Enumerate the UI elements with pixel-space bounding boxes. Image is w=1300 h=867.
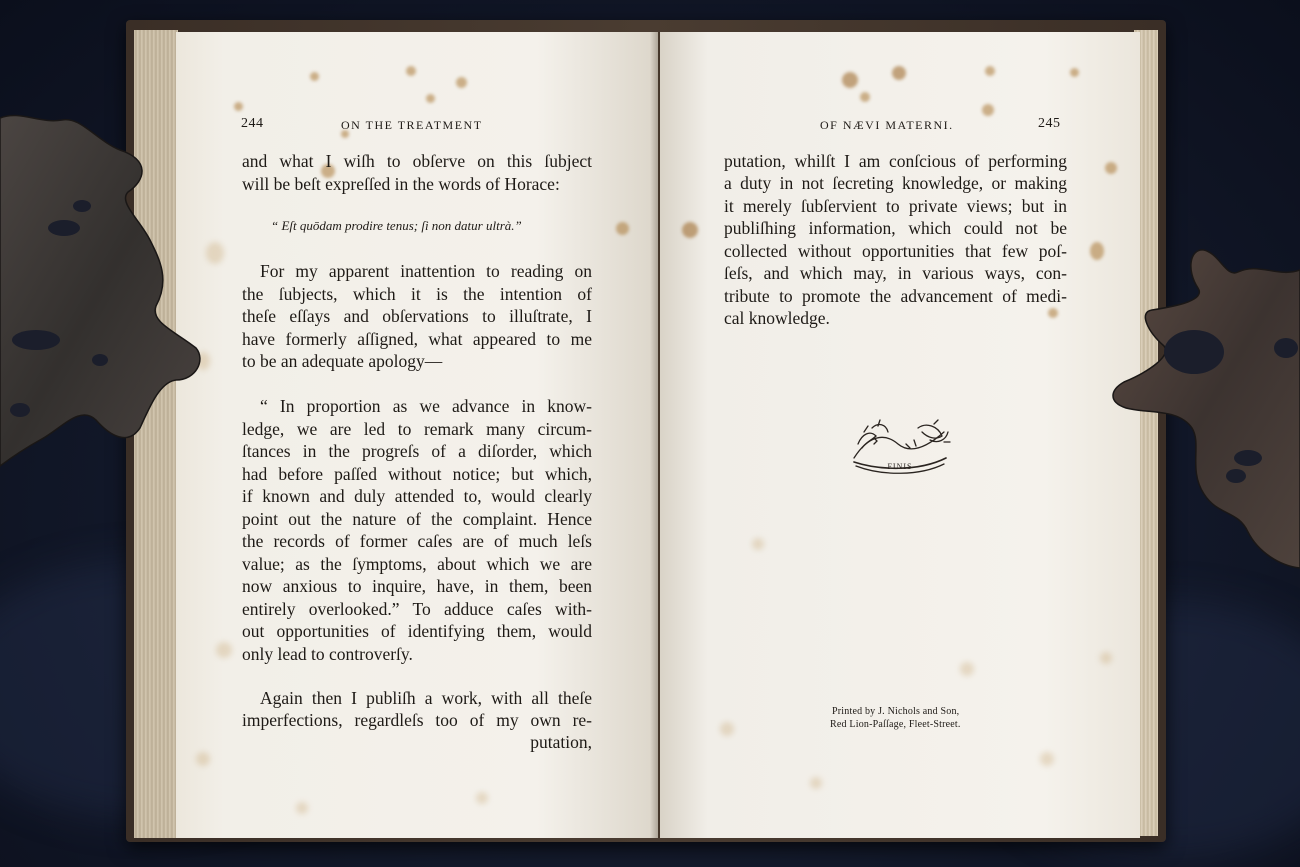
text-line: will be beſt expreſſed in the words of Horace: — [242, 174, 560, 194]
catchword: putation, — [530, 732, 592, 752]
foxing-spot — [982, 104, 994, 116]
foxing-spot — [682, 222, 698, 238]
text-line: value; as the ſymptoms, about which we are — [242, 554, 592, 574]
text-line: a duty in not ſecreting knowledge, or making — [724, 173, 1067, 193]
finis-ornament-icon — [848, 418, 954, 476]
text-line: ſtances in the progreſs of a diſorder, which — [242, 441, 592, 461]
finis-label: FINIS — [887, 462, 913, 471]
foxing-spot — [892, 66, 906, 80]
left-page — [176, 32, 658, 838]
latin-quote: “ Eſt quōdam prodire tenus; ſi non datur ultrà.” — [271, 218, 522, 233]
foxing-spot — [860, 92, 870, 102]
text-line: entirely overlooked.” To adduce caſes with- — [242, 599, 592, 619]
foxing-spot — [476, 792, 488, 804]
text-line: ſeſs, and which may, in various ways, con- — [724, 263, 1067, 283]
text-line: Again then I publiſh a work, with all theſe — [260, 688, 592, 708]
foxing-spot — [196, 752, 210, 766]
foxing-spot — [1040, 752, 1054, 766]
foxing-spot — [296, 802, 308, 814]
text-line: imperfections, regardleſs too of my own re- — [242, 710, 592, 730]
foxing-spot — [752, 538, 764, 550]
text-line: ledge, we are led to remark many circum- — [242, 419, 592, 439]
foxing-spot — [426, 94, 435, 103]
running-head: ON THE TREATMENT — [341, 118, 483, 132]
left-page-weight — [0, 110, 205, 470]
text-line: to be an adequate apology— — [242, 351, 443, 371]
text-line: tribute to promote the advancement of medi- — [724, 286, 1067, 306]
text-line: have formerly aſſigned, what appeared to me — [242, 329, 592, 349]
text-line: if known and duly attended to, would clearly — [242, 486, 592, 506]
foxing-spot — [616, 222, 629, 235]
text-line: and what I wiſh to obſerve on this ſubject — [242, 151, 592, 171]
foxing-spot — [216, 642, 232, 658]
running-head: OF NÆVI MATERNI. — [820, 118, 954, 132]
foxing-spot — [1100, 652, 1112, 664]
foxing-spot — [985, 66, 995, 76]
text-line: the ſubjects, which it is the intention of — [242, 284, 592, 304]
foxing-spot — [1090, 242, 1104, 260]
text-line: theſe eſſays and obſervations to illuſtrate, I — [242, 306, 592, 326]
text-line: only lead to controverſy. — [242, 644, 413, 664]
right-page — [660, 32, 1140, 838]
foxing-spot — [234, 102, 243, 111]
right-page-weight — [1108, 248, 1300, 570]
foxing-spot — [206, 242, 224, 264]
text-line: the records of former caſes are of much leſs — [242, 531, 592, 551]
text-line: now anxious to inquire, have, in them, been — [242, 576, 592, 596]
text-line: it merely ſubſervient to private views; but in — [724, 196, 1067, 216]
page-number: 244 — [241, 116, 264, 131]
text-line: collected without opportunities that few poſ- — [724, 241, 1067, 261]
text-line: putation, whilſt I am conſcious of performing — [724, 151, 1067, 171]
foxing-spot — [1070, 68, 1079, 77]
foxing-spot — [406, 66, 416, 76]
text-line: publiſhing information, which could not be — [724, 218, 1067, 238]
text-line: “ In proportion as we advance in know- — [260, 396, 592, 416]
page-number: 245 — [1038, 116, 1061, 131]
printer-imprint-line: Red Lion-Paſſage, Fleet-Street. — [830, 719, 961, 730]
text-line: out opportunities of identifying them, would — [242, 621, 592, 641]
foxing-spot — [310, 72, 319, 81]
text-line: cal knowledge. — [724, 308, 830, 328]
foxing-spot — [456, 77, 467, 88]
foxing-spot — [810, 777, 822, 789]
text-line: point out the nature of the complaint. Hence — [242, 509, 592, 529]
printer-imprint-line: Printed by J. Nichols and Son, — [832, 706, 960, 717]
foxing-spot — [720, 722, 734, 736]
foxing-spot — [842, 72, 858, 88]
text-line: had before paſſed without notice; but which, — [242, 464, 592, 484]
foxing-spot — [1105, 162, 1117, 174]
foxing-spot — [960, 662, 974, 676]
text-line: For my apparent inattention to reading on — [260, 261, 592, 281]
